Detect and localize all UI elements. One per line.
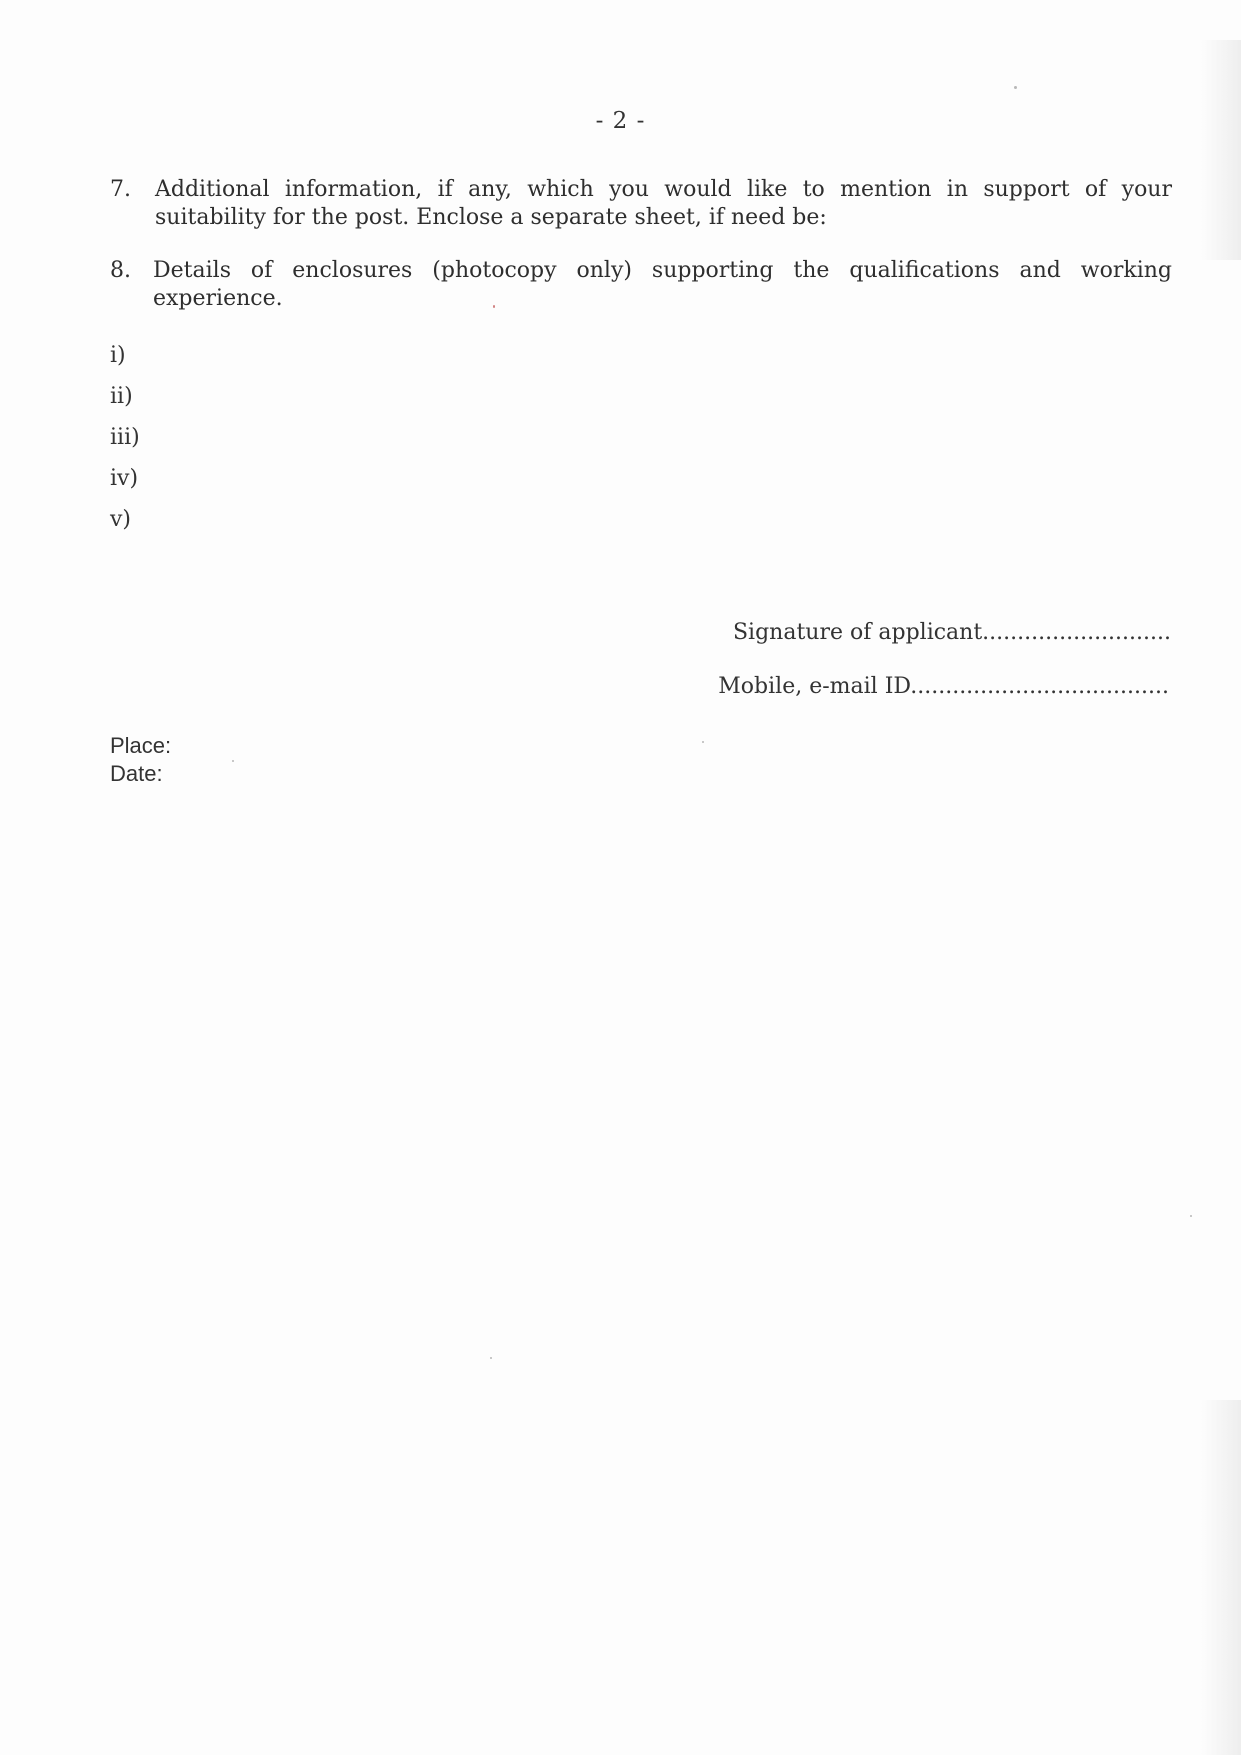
list-item: iv): [110, 466, 139, 491]
item-7: [110, 176, 1172, 232]
scan-speck: [1014, 86, 1017, 89]
item-text: Additional information, if any, which you would like to mention in support of your suitability for the post. Enclose a separate sheet, if need be:: [155, 177, 1172, 230]
list-item: i): [110, 343, 126, 368]
scan-speck: [232, 760, 234, 762]
place-date-block: [110, 732, 171, 788]
date-label: Date:: [110, 761, 163, 786]
place-label: Place:: [110, 733, 172, 758]
contact-field: Mobile, e-mail ID.....................................: [718, 674, 1169, 699]
list-item: ii): [110, 384, 133, 409]
list-item: v): [110, 507, 132, 532]
item-number: 7.: [110, 177, 131, 202]
scan-edge-shadow: [1201, 40, 1241, 260]
enclosure-list: [110, 342, 140, 547]
scan-speck: [493, 305, 495, 308]
page-number: - 2 -: [595, 108, 646, 134]
list-item: iii): [110, 425, 140, 450]
item-text: Details of enclosures (photocopy only) supporting the qualifications and working experience.: [153, 258, 1172, 311]
item-number: 8.: [110, 258, 131, 283]
item-8: [110, 257, 1172, 313]
scan-edge-shadow: [1201, 1400, 1241, 1755]
scan-speck: [490, 1357, 492, 1359]
scan-speck: [1190, 1215, 1192, 1217]
signature-field: Signature of applicant...........................: [732, 620, 1171, 645]
scan-speck: [702, 741, 704, 743]
